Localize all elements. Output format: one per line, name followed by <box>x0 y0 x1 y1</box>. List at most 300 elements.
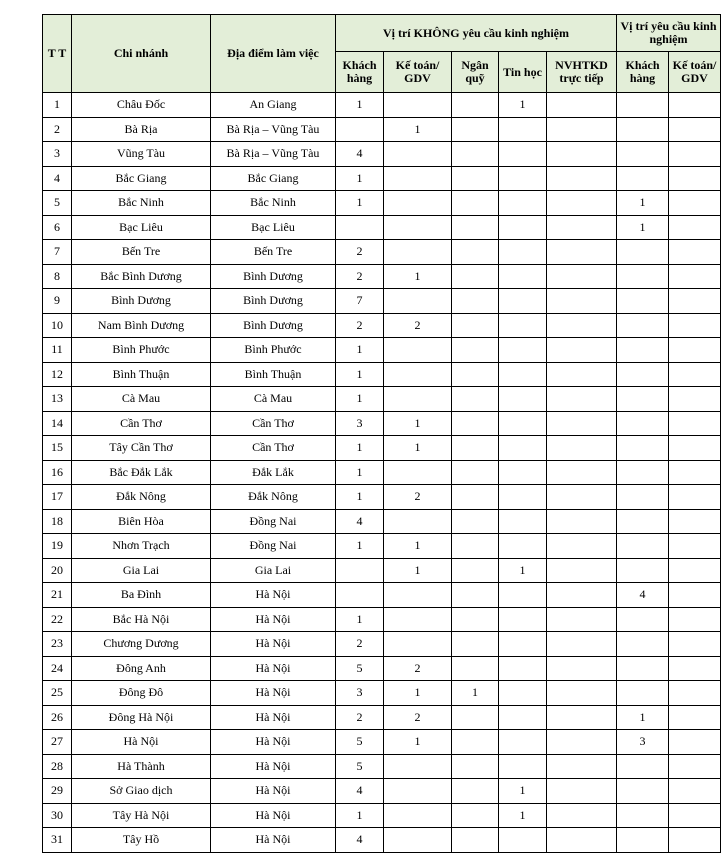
count-cell: 4 <box>336 828 384 853</box>
location-cell: Cần Thơ <box>211 411 336 436</box>
count-cell: 3 <box>617 730 669 755</box>
location-cell: Hà Nội <box>211 583 336 608</box>
location-cell: Hà Nội <box>211 803 336 828</box>
count-cell <box>669 117 721 142</box>
location-cell: Hà Nội <box>211 754 336 779</box>
count-cell <box>617 240 669 265</box>
header-group-experience: Vị trí yêu cầu kinh nghiệm <box>617 15 721 52</box>
table-row <box>43 509 721 534</box>
count-cell <box>499 730 547 755</box>
count-cell <box>547 191 617 216</box>
count-cell <box>384 362 452 387</box>
branch-cell: Sở Giao dịch <box>72 779 211 804</box>
count-cell <box>452 166 499 191</box>
count-cell <box>547 754 617 779</box>
count-cell: 1 <box>336 93 384 118</box>
table-row <box>43 313 721 338</box>
count-cell <box>547 656 617 681</box>
count-cell: 1 <box>384 436 452 461</box>
count-cell <box>669 264 721 289</box>
branch-cell: Đông Hà Nội <box>72 705 211 730</box>
branch-cell: Bến Tre <box>72 240 211 265</box>
count-cell <box>499 166 547 191</box>
table-row <box>43 240 721 265</box>
header-sub-nvhtkd: NVHTKD trực tiếp <box>547 52 617 93</box>
row-index-cell: 15 <box>43 436 72 461</box>
table-body <box>43 93 721 853</box>
count-cell <box>547 264 617 289</box>
count-cell <box>617 289 669 314</box>
count-cell: 2 <box>336 313 384 338</box>
location-cell: Cà Mau <box>211 387 336 412</box>
table-row <box>43 656 721 681</box>
count-cell <box>547 240 617 265</box>
table-row <box>43 191 721 216</box>
count-cell <box>669 142 721 167</box>
row-index-cell: 6 <box>43 215 72 240</box>
branch-cell: Gia Lai <box>72 558 211 583</box>
count-cell <box>617 436 669 461</box>
table-row <box>43 632 721 657</box>
count-cell <box>669 387 721 412</box>
count-cell: 1 <box>384 411 452 436</box>
count-cell <box>384 779 452 804</box>
row-index-cell: 13 <box>43 387 72 412</box>
count-cell: 1 <box>336 436 384 461</box>
count-cell <box>499 215 547 240</box>
count-cell <box>384 828 452 853</box>
count-cell <box>499 656 547 681</box>
count-cell <box>499 240 547 265</box>
count-cell <box>617 264 669 289</box>
count-cell <box>669 460 721 485</box>
count-cell <box>669 93 721 118</box>
count-cell <box>669 754 721 779</box>
count-cell <box>499 754 547 779</box>
count-cell <box>547 436 617 461</box>
branch-cell: Cần Thơ <box>72 411 211 436</box>
row-index-cell: 4 <box>43 166 72 191</box>
count-cell <box>499 632 547 657</box>
count-cell <box>384 338 452 363</box>
count-cell <box>547 215 617 240</box>
count-cell <box>669 803 721 828</box>
count-cell <box>669 656 721 681</box>
count-cell <box>499 387 547 412</box>
count-cell: 1 <box>499 779 547 804</box>
count-cell <box>547 509 617 534</box>
count-cell: 1 <box>336 485 384 510</box>
count-cell: 1 <box>499 93 547 118</box>
count-cell <box>669 313 721 338</box>
count-cell: 7 <box>336 289 384 314</box>
count-cell <box>384 607 452 632</box>
row-index-cell: 20 <box>43 558 72 583</box>
table-row <box>43 117 721 142</box>
row-index-cell: 21 <box>43 583 72 608</box>
count-cell <box>452 387 499 412</box>
location-cell: Bình Dương <box>211 264 336 289</box>
count-cell <box>617 338 669 363</box>
count-cell <box>547 362 617 387</box>
branch-cell: Bạc Liêu <box>72 215 211 240</box>
count-cell <box>617 411 669 436</box>
count-cell <box>336 117 384 142</box>
count-cell: 1 <box>499 558 547 583</box>
count-cell <box>669 215 721 240</box>
count-cell <box>617 632 669 657</box>
count-cell: 1 <box>384 117 452 142</box>
count-cell: 1 <box>336 362 384 387</box>
count-cell <box>452 411 499 436</box>
count-cell: 2 <box>336 240 384 265</box>
header-sub-customer: Khách hàng <box>336 52 384 93</box>
count-cell <box>617 387 669 412</box>
count-cell <box>452 362 499 387</box>
count-cell: 1 <box>499 803 547 828</box>
row-index-cell: 7 <box>43 240 72 265</box>
count-cell <box>669 828 721 853</box>
table-row <box>43 803 721 828</box>
count-cell <box>384 583 452 608</box>
count-cell <box>669 436 721 461</box>
count-cell <box>617 803 669 828</box>
table-row <box>43 338 721 363</box>
table-row <box>43 411 721 436</box>
count-cell: 1 <box>336 338 384 363</box>
branch-cell: Bắc Giang <box>72 166 211 191</box>
count-cell <box>452 509 499 534</box>
count-cell <box>384 166 452 191</box>
count-cell <box>547 166 617 191</box>
count-cell <box>452 240 499 265</box>
header-location: Địa điểm làm việc <box>211 15 336 93</box>
count-cell <box>547 313 617 338</box>
count-cell <box>452 313 499 338</box>
location-cell: Hà Nội <box>211 681 336 706</box>
location-cell: Bạc Liêu <box>211 215 336 240</box>
location-cell: Cần Thơ <box>211 436 336 461</box>
header-sub-exp-customer: Khách hàng <box>617 52 669 93</box>
count-cell <box>384 754 452 779</box>
count-cell <box>669 240 721 265</box>
count-cell: 2 <box>384 313 452 338</box>
branch-cell: Ba Đình <box>72 583 211 608</box>
branch-cell: Bắc Đắk Lắk <box>72 460 211 485</box>
count-cell <box>669 362 721 387</box>
count-cell: 1 <box>384 558 452 583</box>
count-cell <box>669 191 721 216</box>
branch-cell: Đắk Nông <box>72 485 211 510</box>
row-index-cell: 12 <box>43 362 72 387</box>
count-cell <box>669 534 721 559</box>
location-cell: Hà Nội <box>211 632 336 657</box>
branch-cell: Bình Dương <box>72 289 211 314</box>
count-cell <box>617 142 669 167</box>
count-cell <box>547 705 617 730</box>
count-cell <box>452 289 499 314</box>
count-cell <box>669 730 721 755</box>
count-cell <box>452 215 499 240</box>
count-cell: 1 <box>384 534 452 559</box>
row-index-cell: 11 <box>43 338 72 363</box>
branch-cell: Nam Bình Dương <box>72 313 211 338</box>
count-cell: 2 <box>336 705 384 730</box>
count-cell <box>547 558 617 583</box>
table-row <box>43 289 721 314</box>
count-cell <box>452 803 499 828</box>
count-cell <box>499 460 547 485</box>
header-branch: Chi nhánh <box>72 15 211 93</box>
branch-cell: Đông Anh <box>72 656 211 681</box>
count-cell <box>452 632 499 657</box>
row-index-cell: 14 <box>43 411 72 436</box>
count-cell <box>499 828 547 853</box>
location-cell: Bình Thuận <box>211 362 336 387</box>
recruitment-table <box>42 14 721 853</box>
table-row <box>43 264 721 289</box>
location-cell: Bình Dương <box>211 289 336 314</box>
count-cell: 1 <box>384 730 452 755</box>
count-cell <box>617 754 669 779</box>
count-cell <box>499 338 547 363</box>
row-index-cell: 19 <box>43 534 72 559</box>
count-cell <box>452 583 499 608</box>
count-cell <box>499 534 547 559</box>
count-cell <box>547 485 617 510</box>
count-cell <box>384 142 452 167</box>
count-cell: 1 <box>384 681 452 706</box>
location-cell: Bình Dương <box>211 313 336 338</box>
location-cell: Bà Rịa – Vũng Tàu <box>211 117 336 142</box>
row-index-cell: 23 <box>43 632 72 657</box>
count-cell <box>452 754 499 779</box>
count-cell <box>499 705 547 730</box>
count-cell <box>452 338 499 363</box>
count-cell <box>452 93 499 118</box>
count-cell: 4 <box>336 142 384 167</box>
count-cell <box>384 803 452 828</box>
location-cell: Bình Phước <box>211 338 336 363</box>
count-cell: 3 <box>336 681 384 706</box>
count-cell: 1 <box>617 191 669 216</box>
location-cell: Hà Nội <box>211 779 336 804</box>
table-row <box>43 730 721 755</box>
branch-cell: Bà Rịa <box>72 117 211 142</box>
count-cell <box>547 117 617 142</box>
count-cell <box>452 485 499 510</box>
count-cell: 5 <box>336 730 384 755</box>
count-cell <box>499 289 547 314</box>
table-row <box>43 583 721 608</box>
branch-cell: Tây Hồ <box>72 828 211 853</box>
count-cell: 1 <box>617 215 669 240</box>
count-cell <box>617 93 669 118</box>
count-cell <box>547 289 617 314</box>
table-row <box>43 215 721 240</box>
table-row <box>43 681 721 706</box>
count-cell <box>384 93 452 118</box>
count-cell <box>617 828 669 853</box>
count-cell <box>452 607 499 632</box>
count-cell <box>617 681 669 706</box>
branch-cell: Tây Cần Thơ <box>72 436 211 461</box>
count-cell: 5 <box>336 656 384 681</box>
count-cell <box>669 166 721 191</box>
row-index-cell: 2 <box>43 117 72 142</box>
table-row <box>43 362 721 387</box>
row-index-cell: 29 <box>43 779 72 804</box>
branch-cell: Hà Nội <box>72 730 211 755</box>
row-index-cell: 1 <box>43 93 72 118</box>
count-cell <box>547 93 617 118</box>
count-cell <box>617 534 669 559</box>
count-cell <box>384 632 452 657</box>
count-cell <box>547 730 617 755</box>
count-cell <box>452 730 499 755</box>
count-cell: 4 <box>336 779 384 804</box>
count-cell <box>384 240 452 265</box>
count-cell <box>452 436 499 461</box>
count-cell <box>452 460 499 485</box>
count-cell <box>669 779 721 804</box>
count-cell <box>499 117 547 142</box>
count-cell <box>452 705 499 730</box>
header-sub-treasury: Ngân quỹ <box>452 52 499 93</box>
count-cell <box>669 411 721 436</box>
count-cell <box>617 558 669 583</box>
count-cell <box>547 681 617 706</box>
count-cell <box>547 338 617 363</box>
branch-cell: Vũng Tàu <box>72 142 211 167</box>
count-cell <box>499 681 547 706</box>
table-row <box>43 754 721 779</box>
count-cell <box>617 485 669 510</box>
header-sub-it: Tin học <box>499 52 547 93</box>
count-cell: 1 <box>384 264 452 289</box>
count-cell <box>547 411 617 436</box>
location-cell: An Giang <box>211 93 336 118</box>
count-cell <box>547 632 617 657</box>
table-row <box>43 485 721 510</box>
count-cell <box>499 607 547 632</box>
count-cell: 1 <box>336 460 384 485</box>
count-cell: 5 <box>336 754 384 779</box>
row-index-cell: 3 <box>43 142 72 167</box>
table-row <box>43 779 721 804</box>
table-row <box>43 705 721 730</box>
row-index-cell: 24 <box>43 656 72 681</box>
branch-cell: Nhơn Trạch <box>72 534 211 559</box>
count-cell <box>452 191 499 216</box>
count-cell <box>499 264 547 289</box>
count-cell <box>669 338 721 363</box>
count-cell <box>452 828 499 853</box>
row-index-cell: 28 <box>43 754 72 779</box>
table-row <box>43 436 721 461</box>
header-tt: T T <box>43 15 72 93</box>
branch-cell: Bình Phước <box>72 338 211 363</box>
count-cell <box>384 191 452 216</box>
count-cell <box>499 411 547 436</box>
location-cell: Bắc Ninh <box>211 191 336 216</box>
row-index-cell: 8 <box>43 264 72 289</box>
count-cell <box>499 583 547 608</box>
table-row <box>43 534 721 559</box>
count-cell: 4 <box>336 509 384 534</box>
count-cell <box>336 558 384 583</box>
row-index-cell: 30 <box>43 803 72 828</box>
branch-cell: Chương Dương <box>72 632 211 657</box>
row-index-cell: 10 <box>43 313 72 338</box>
count-cell <box>617 460 669 485</box>
row-index-cell: 25 <box>43 681 72 706</box>
count-cell: 1 <box>617 705 669 730</box>
row-index-cell: 5 <box>43 191 72 216</box>
count-cell <box>547 534 617 559</box>
count-cell <box>547 803 617 828</box>
count-cell: 2 <box>336 632 384 657</box>
header-group-no-experience: Vị trí KHÔNG yêu cầu kinh nghiệm <box>336 15 617 52</box>
count-cell: 2 <box>384 705 452 730</box>
count-cell: 1 <box>336 387 384 412</box>
count-cell <box>499 313 547 338</box>
row-index-cell: 26 <box>43 705 72 730</box>
row-index-cell: 27 <box>43 730 72 755</box>
table-row <box>43 387 721 412</box>
count-cell <box>617 779 669 804</box>
count-cell <box>499 142 547 167</box>
count-cell <box>547 583 617 608</box>
branch-cell: Cà Mau <box>72 387 211 412</box>
location-cell: Bắc Giang <box>211 166 336 191</box>
count-cell <box>617 117 669 142</box>
count-cell <box>384 289 452 314</box>
count-cell <box>669 632 721 657</box>
location-cell: Hà Nội <box>211 656 336 681</box>
table-row <box>43 558 721 583</box>
count-cell <box>547 607 617 632</box>
location-cell: Đắk Lắk <box>211 460 336 485</box>
count-cell <box>499 436 547 461</box>
row-index-cell: 9 <box>43 289 72 314</box>
count-cell <box>669 485 721 510</box>
count-cell <box>669 607 721 632</box>
count-cell: 1 <box>336 534 384 559</box>
branch-cell: Bắc Hà Nội <box>72 607 211 632</box>
branch-cell: Đông Đô <box>72 681 211 706</box>
header-sub-accountant: Kế toán/ GDV <box>384 52 452 93</box>
count-cell <box>617 656 669 681</box>
count-cell <box>547 828 617 853</box>
location-cell: Hà Nội <box>211 828 336 853</box>
count-cell <box>617 166 669 191</box>
branch-cell: Tây Hà Nội <box>72 803 211 828</box>
table-row <box>43 142 721 167</box>
table-row <box>43 460 721 485</box>
header-sub-exp-accountant: Kế toán/ GDV <box>669 52 721 93</box>
branch-cell: Biên Hòa <box>72 509 211 534</box>
count-cell <box>499 485 547 510</box>
count-cell <box>452 117 499 142</box>
branch-cell: Châu Đốc <box>72 93 211 118</box>
count-cell <box>617 313 669 338</box>
count-cell <box>384 387 452 412</box>
count-cell <box>617 362 669 387</box>
branch-cell: Hà Thành <box>72 754 211 779</box>
location-cell: Hà Nội <box>211 607 336 632</box>
row-index-cell: 31 <box>43 828 72 853</box>
